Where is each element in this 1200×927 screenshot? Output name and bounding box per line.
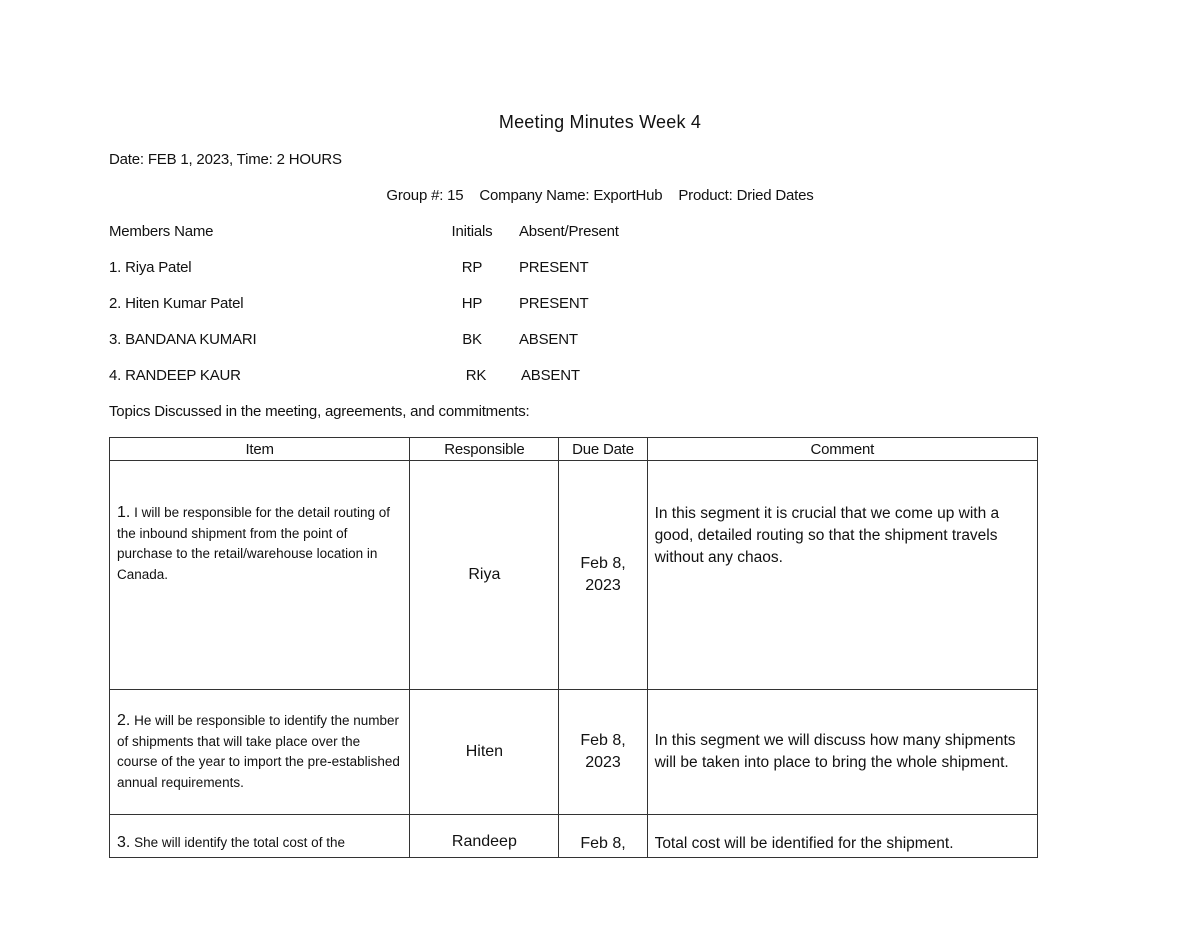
product-name: Product: Dried Dates	[678, 187, 814, 204]
table-row	[110, 690, 1038, 815]
responsible-column-header: Responsible	[410, 438, 559, 461]
initials-header: Initials	[451, 223, 493, 240]
due-date-cell	[559, 461, 647, 690]
group-number: Group #: 15	[386, 187, 464, 204]
member-name: 2. Hiten Kumar Patel	[109, 295, 244, 312]
member-initials: HP	[461, 295, 483, 312]
table-row	[110, 815, 1038, 858]
minutes-table	[109, 437, 1038, 858]
item-cell	[110, 690, 410, 815]
topics-heading: Topics Discussed in the meeting, agreements, and commitments:	[109, 403, 530, 420]
group-info-line	[0, 187, 1200, 204]
comment-text: Total cost will be identified for the shipment.	[654, 835, 954, 852]
members-name-header: Members Name	[109, 223, 214, 240]
member-status: PRESENT	[519, 295, 589, 312]
comment-cell: In this segment we will discuss how many shipments will be taken into place to bring the whole shipment.	[647, 690, 1037, 815]
member-name: 4. RANDEEP KAUR	[109, 367, 241, 384]
member-status: ABSENT	[521, 367, 580, 384]
responsible-name: Randeep	[451, 833, 517, 850]
item-text: I will be responsible for the detail routing of the inbound shipment from the point of purchase to the retail/warehouse location in Canada.	[117, 505, 390, 582]
member-initials: RK	[465, 367, 487, 384]
due-date-line1: Feb 8,	[580, 555, 626, 572]
item-cell	[110, 461, 410, 690]
member-status: PRESENT	[519, 259, 589, 276]
table-row	[110, 461, 1038, 690]
company-name: Company Name: ExportHub	[479, 187, 663, 204]
comment-column-header: Comment	[647, 438, 1037, 461]
due-date-cell	[559, 815, 647, 858]
member-name: 3. BANDANA KUMARI	[109, 331, 257, 348]
table-header-row	[110, 438, 1038, 461]
item-cell	[110, 815, 410, 858]
comment-cell	[647, 815, 1037, 858]
meeting-date-time: Date: FEB 1, 2023, Time: 2 HOURS	[109, 151, 342, 168]
due-date-line1: Feb 8,	[580, 732, 626, 749]
comment-cell: In this segment it is crucial that we come up with a good, detailed routing so that the shipment travels without any chaos.	[647, 461, 1037, 690]
attendance-header: Absent/Present	[519, 223, 619, 240]
due-date-cell	[559, 690, 647, 815]
item-number: 1.	[117, 504, 131, 521]
member-initials: BK	[462, 331, 482, 348]
member-name: 1. Riya Patel	[109, 259, 192, 276]
due-date-line2: 2023	[585, 754, 621, 771]
page-title: Meeting Minutes Week 4	[498, 112, 702, 132]
item-number: 3.	[117, 834, 131, 851]
due-date-column-header: Due Date	[559, 438, 647, 461]
item-text: He will be responsible to identify the number of shipments that will take place over the course of the year to import the pre-established annual requirements.	[117, 713, 400, 790]
item-number: 2.	[117, 712, 131, 729]
responsible-cell: Riya	[410, 461, 559, 690]
responsible-cell: Hiten	[410, 690, 559, 815]
member-initials: RP	[461, 259, 483, 276]
responsible-cell	[410, 815, 559, 858]
item-text: She will identify the total cost of the	[130, 835, 345, 850]
member-status: ABSENT	[519, 331, 578, 348]
item-column-header: Item	[110, 438, 410, 461]
due-date-line1: Feb 8,	[580, 835, 626, 852]
due-date-line2: 2023	[585, 577, 621, 594]
